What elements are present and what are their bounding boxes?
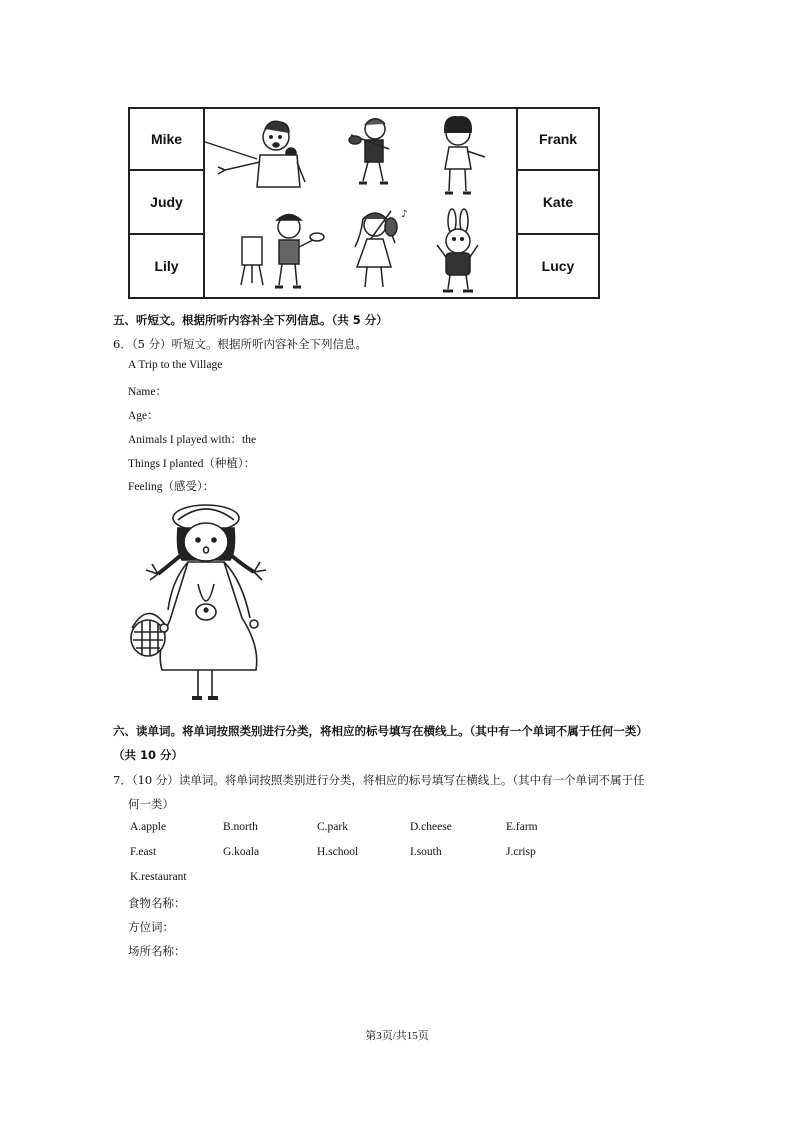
singing-girl-picture	[445, 117, 485, 193]
name-label: Lucy	[541, 258, 575, 274]
word-option: G.koala	[223, 846, 260, 858]
name-label: Lily	[154, 258, 179, 274]
table-divider	[203, 107, 205, 299]
table-divider	[516, 107, 518, 299]
word-option: D.cheese	[410, 821, 452, 833]
word-option: J.crisp	[506, 846, 536, 858]
name-cell	[128, 233, 205, 299]
word-option: H.school	[317, 846, 359, 858]
rabbit-picture	[437, 209, 478, 291]
info-line: Animals I played with：the	[128, 434, 257, 446]
category-direction: 方位词：	[128, 920, 174, 934]
question-7-cont: 何一类）	[128, 797, 174, 811]
word-option: I.south	[410, 846, 442, 858]
passage-title: A Trip to the Village	[128, 359, 223, 371]
word-option: E.farm	[506, 821, 538, 833]
name-cell	[128, 107, 205, 171]
info-line: Age：	[128, 410, 159, 422]
word-option: B.north	[223, 821, 258, 833]
name-cell	[516, 107, 600, 171]
match-line	[205, 138, 257, 159]
word-option: C.park	[317, 821, 348, 833]
svg-text:♪: ♪	[401, 209, 408, 220]
singer-boy-picture	[218, 121, 305, 187]
activity-pictures	[205, 107, 516, 299]
girl-with-basket-picture	[128, 500, 273, 712]
word-option: K.restaurant	[130, 871, 187, 883]
name-label: Kate	[542, 194, 574, 210]
info-line: Feeling（感受）：	[128, 481, 215, 493]
section-5-heading: 五、听短文。根据所听内容补全下列信息。（共 5 分）	[113, 313, 388, 327]
word-option: F.east	[130, 846, 157, 858]
section-6-heading: 六、读单词。将单词按照类别进行分类，将相应的标号填写在横线上。（其中有一个单词不属于任何一类）	[113, 724, 648, 738]
category-food: 食物名称：	[128, 896, 186, 910]
question-6: 6．（5 分）听短文。根据所听内容补全下列信息。	[113, 337, 368, 351]
painter-picture	[241, 215, 324, 288]
name-label: Judy	[150, 194, 183, 210]
name-cell	[516, 169, 600, 235]
name-label: Frank	[538, 131, 578, 147]
section-6-heading-cont: （共 10 分）	[113, 748, 184, 762]
name-cell	[516, 233, 600, 299]
info-line: Things I planted（种植）：	[128, 458, 256, 470]
violin-girl-picture	[355, 209, 407, 287]
word-option: A.apple	[130, 821, 167, 833]
name-label: Mike	[150, 131, 183, 147]
violin-boy-picture	[349, 119, 389, 183]
page-number: 第3页/共15页	[365, 1030, 429, 1042]
question-7: 7．（10 分）读单词。将单词按照类别进行分类，将相应的标号填写在横线上。（其中有一个单词不属于任	[113, 773, 645, 787]
info-line: Name：	[128, 386, 167, 398]
name-cell	[128, 169, 205, 235]
matching-table	[128, 107, 600, 299]
category-place: 场所名称：	[128, 944, 186, 958]
